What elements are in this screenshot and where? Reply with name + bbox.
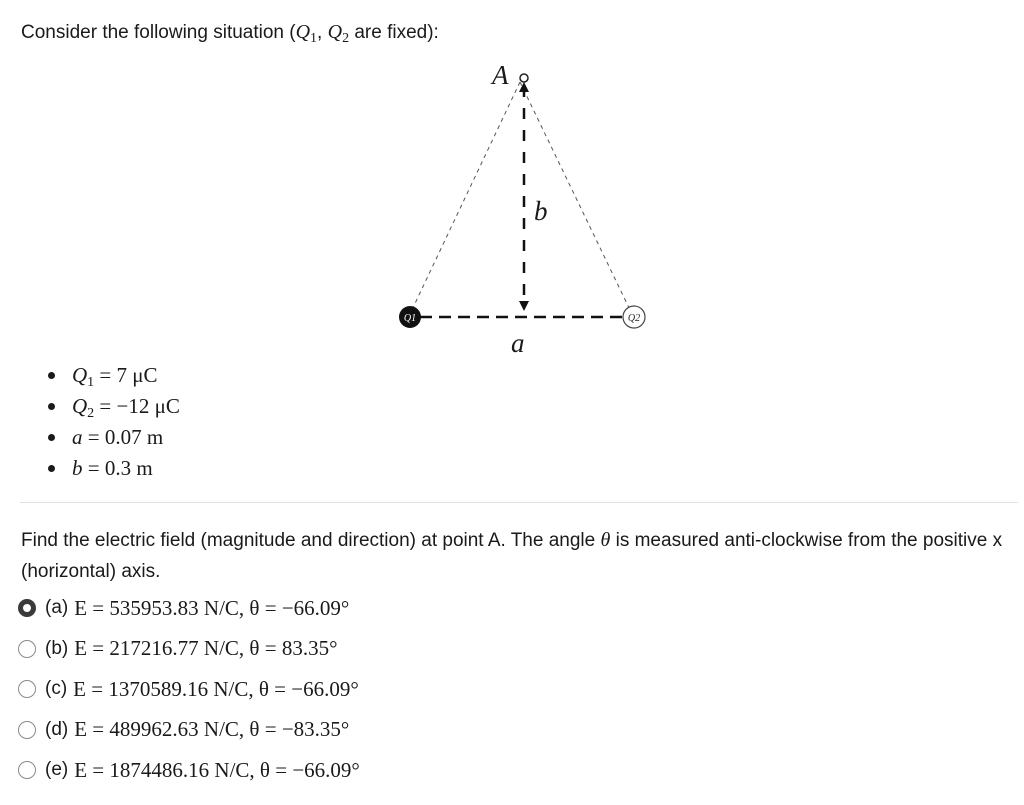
- question-part1: Find the electric field (magnitude and direction) at point A. The angle: [21, 530, 601, 551]
- bullet-icon: [48, 403, 55, 410]
- option-letter: (b): [45, 637, 69, 659]
- bullet-icon: [48, 372, 55, 379]
- radio-icon[interactable]: [18, 680, 36, 698]
- intro-q2: $Q_2$: [327, 21, 350, 46]
- option-letter: (e): [45, 759, 69, 781]
- given-a: a = 0.07 m: [44, 422, 180, 453]
- intro-prefix: Consider the following situation (: [21, 22, 296, 43]
- radio-icon[interactable]: [18, 761, 36, 779]
- option-a[interactable]: [18, 588, 360, 629]
- given-b: b = 0.3 m: [44, 453, 180, 484]
- option-e[interactable]: [18, 750, 360, 791]
- radio-icon[interactable]: [18, 640, 36, 658]
- radio-selected-icon[interactable]: [18, 599, 36, 617]
- option-text: E = 217216.77 N/C, θ = 83.35°: [74, 636, 338, 661]
- intro-q1: $Q_1$: [295, 21, 318, 46]
- option-letter: (d): [45, 718, 69, 740]
- option-b[interactable]: [18, 629, 360, 670]
- label-a: a: [511, 328, 525, 358]
- intro-text: [21, 20, 439, 45]
- label-a-point: A: [492, 60, 509, 90]
- option-letter: (c): [45, 678, 68, 700]
- given-q2: $Q_2 = -12$ μC: [44, 391, 180, 422]
- point-a-marker: [520, 74, 528, 82]
- bullet-icon: [48, 465, 55, 472]
- given-values-list: [44, 360, 180, 484]
- section-divider: [20, 502, 1018, 503]
- option-text: E = 489962.63 N/C, θ = −83.35°: [74, 717, 350, 742]
- option-text: E = 1874486.16 N/C, θ = −66.09°: [74, 757, 360, 782]
- option-text: E = 535953.83 N/C, θ = −66.09°: [74, 595, 350, 620]
- bullet-icon: [48, 434, 55, 441]
- intro-suffix: are fixed):: [349, 22, 439, 43]
- question-theta: θ: [600, 529, 611, 551]
- arrow-down-icon: [519, 301, 529, 311]
- charge-q1-label: Q1: [403, 313, 417, 324]
- diagram-figure: [390, 58, 660, 368]
- question-text: [21, 525, 1021, 587]
- label-b: b: [534, 196, 548, 226]
- intro-sep: ,: [317, 22, 328, 43]
- given-q1: $Q_1 = 7$ μC: [44, 360, 180, 391]
- charge-diagram: [390, 58, 660, 368]
- option-text: E = 1370589.16 N/C, θ = −66.09°: [73, 676, 359, 701]
- option-c[interactable]: [18, 669, 360, 710]
- option-letter: (a): [45, 597, 69, 619]
- answer-options: [18, 588, 360, 791]
- charge-q2-label: Q2: [627, 313, 641, 324]
- option-d[interactable]: [18, 710, 360, 751]
- question-part2: is measured anti-clockwise from the positive x (horizontal) axis.: [21, 530, 1003, 582]
- radio-icon[interactable]: [18, 721, 36, 739]
- side-left: [410, 82, 520, 314]
